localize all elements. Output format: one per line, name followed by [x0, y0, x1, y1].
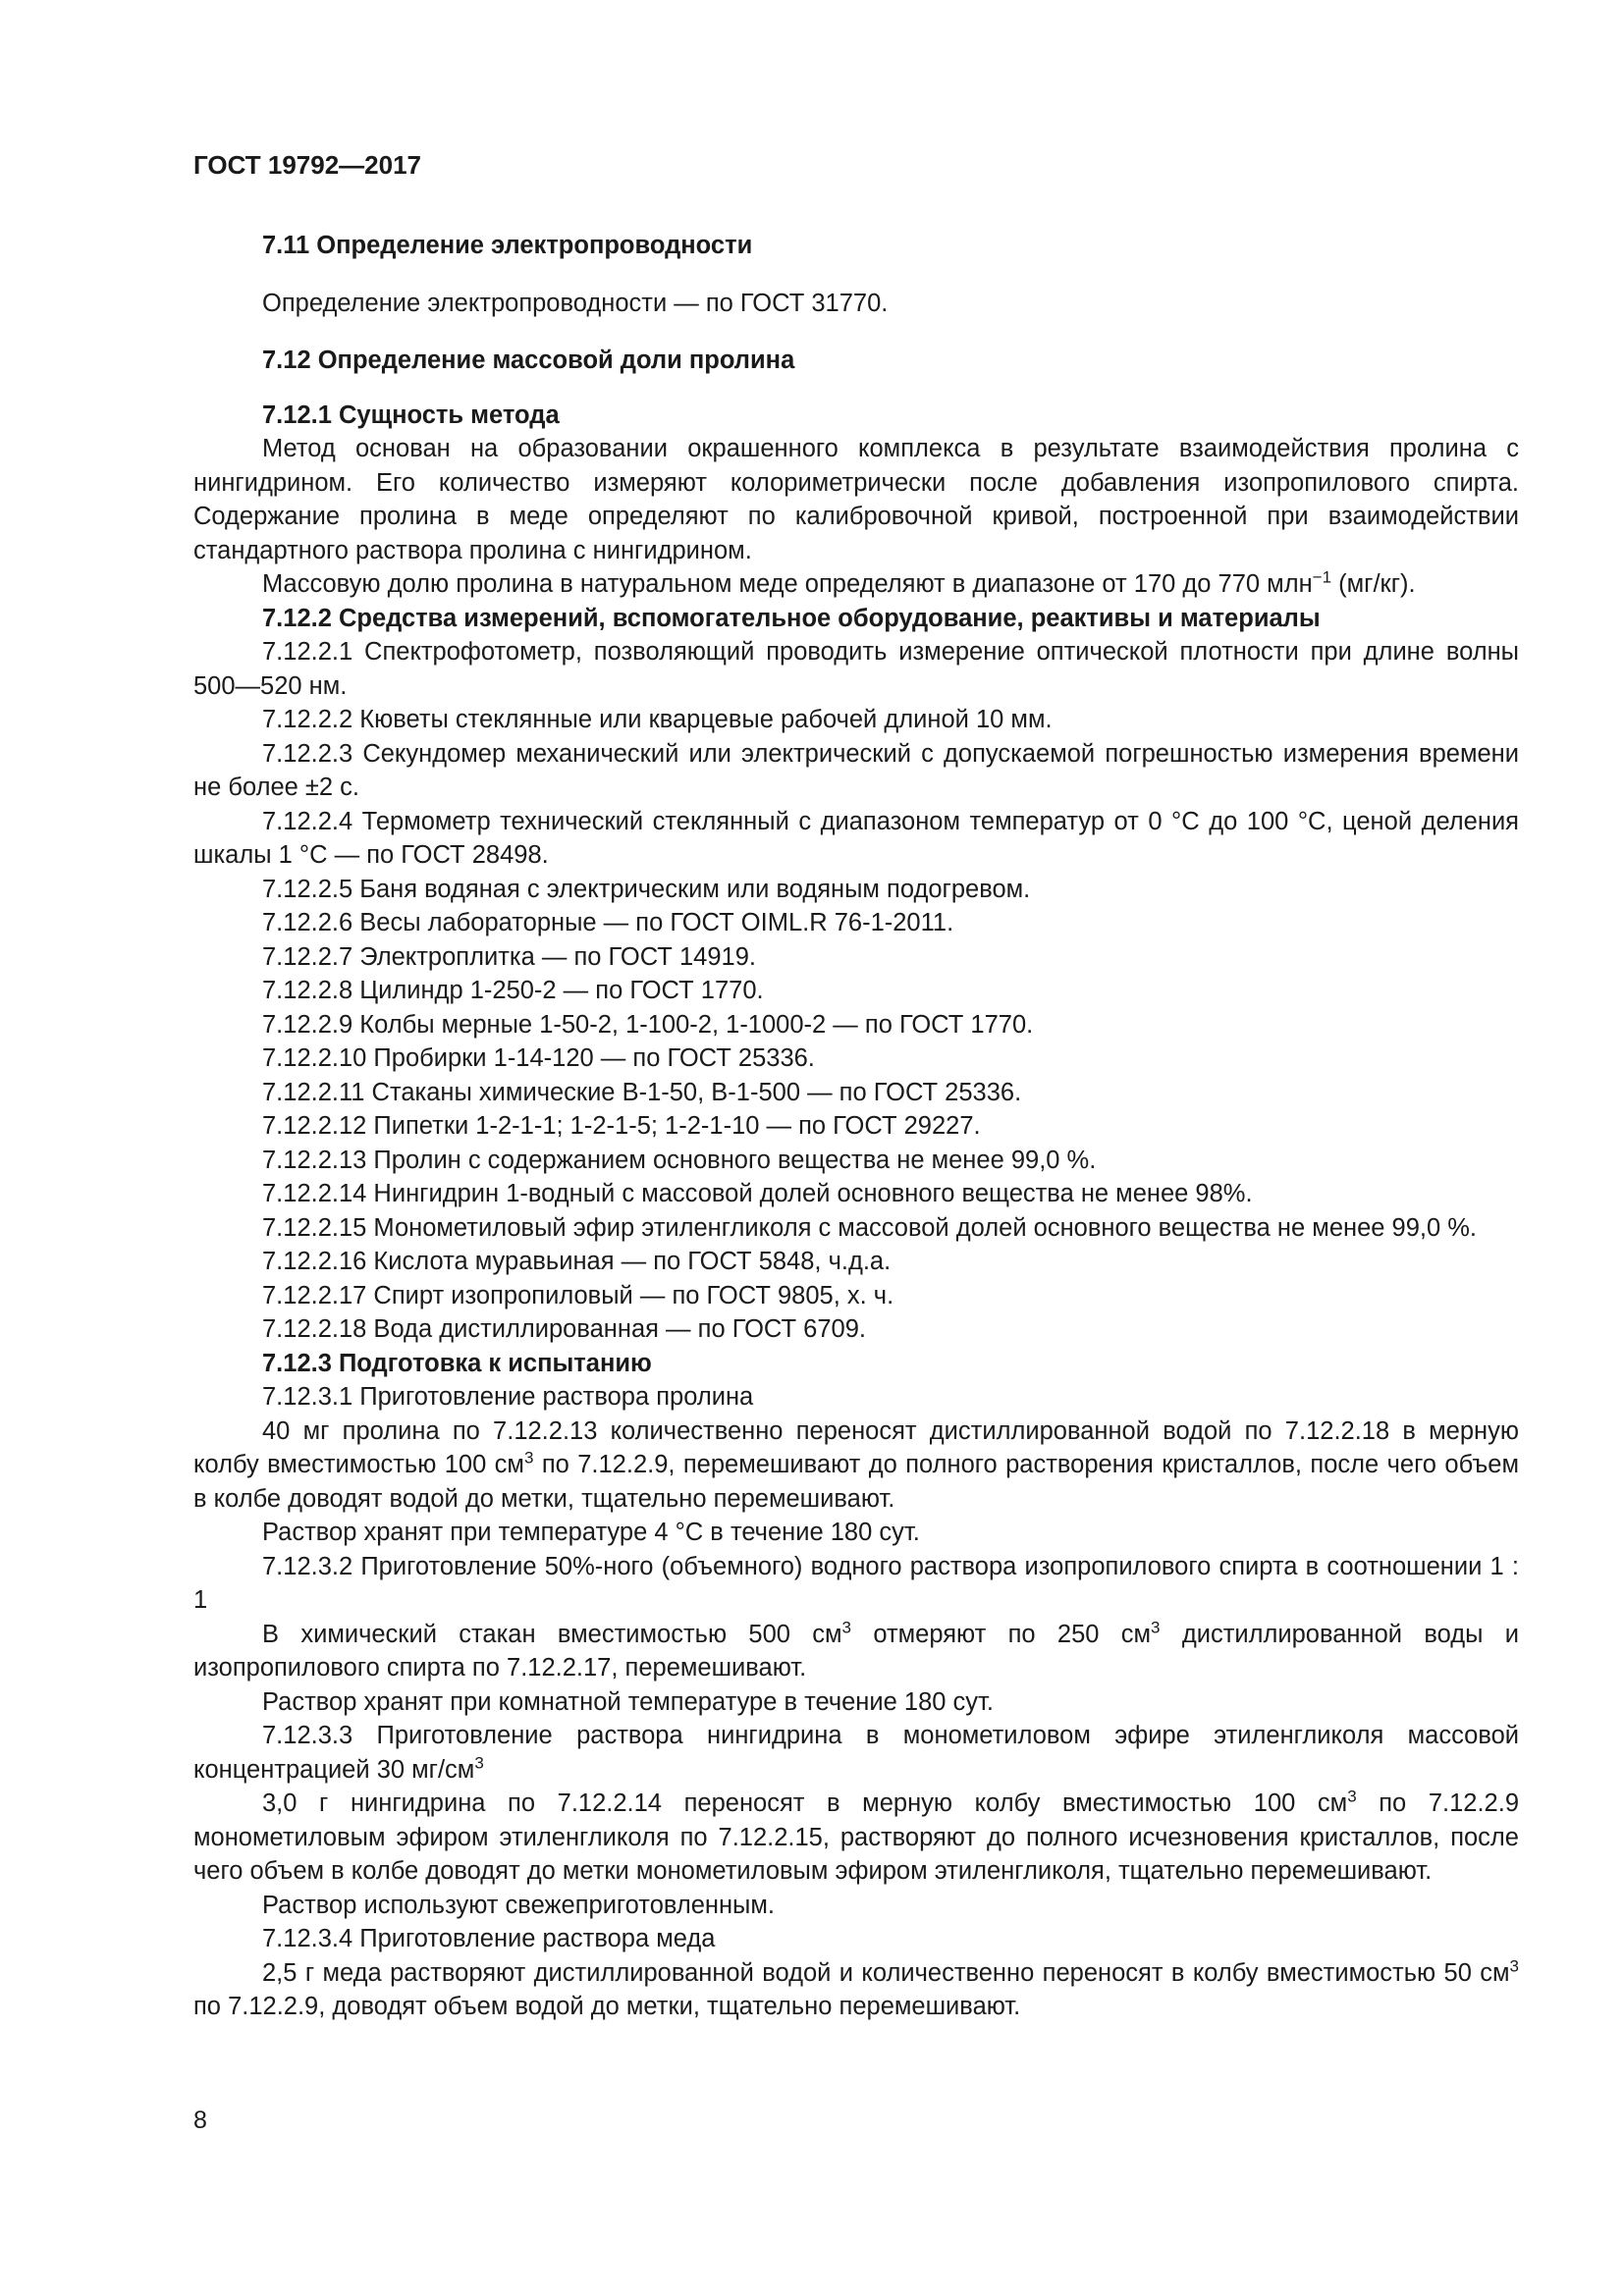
- paragraph: Массовую долю пролина в натуральном меде определяют в диапазоне от 170 до 770 млн$^{-1}$ (мг/кг).: [262, 567, 1416, 598]
- superscript: 3: [1151, 1618, 1161, 1637]
- subsection-7-12-3-4-title: 7.12.3.4 Приготовление раствора меда: [262, 1925, 716, 1952]
- paragraph: Раствор хранят при комнатной температуре в течение 180 сут.: [262, 1687, 994, 1716]
- list-item: 7.12.2.1 Спектрофотометр, позволяющий проводить измерение оптической плотности при длине волны 500—520 нм.: [193, 638, 1519, 700]
- list-item: 7.12.2.14 Нингидрин 1-водный с массовой долей основного вещества не менее 98%.: [262, 1180, 1253, 1207]
- list-item: 7.12.2.11 Стаканы химические В-1-50, В-1-500 — по ГОСТ 25336.: [262, 1078, 1022, 1106]
- section-7-12-1-title: 7.12.1 Сущность метода: [262, 400, 560, 429]
- superscript: 3: [1347, 1787, 1357, 1806]
- page-number: 8: [193, 2107, 207, 2134]
- list-item: 7.12.2.7 Электроплитка — по ГОСТ 14919.: [262, 942, 756, 971]
- paragraph: Метод основан на образовании окрашенного комплекса в результате взаимодействия пролина с нингидрином. Его количество измеряют колориметрически после добавления изопропилового спирта. Содержание пролина в меде определяют по калибровочной кривой, построенной при взаимодействии стандартного раствора пролина с нингидрином.: [193, 435, 1519, 564]
- superscript: 3: [474, 1753, 484, 1773]
- list-item: 7.12.2.6 Весы лабораторные — по ГОСТ OIML.R 76-1-2011.: [262, 909, 954, 936]
- list-item: 7.12.2.17 Спирт изопропиловый — по ГОСТ 9805, х. ч.: [262, 1281, 894, 1309]
- paragraph: В химический стакан вместимостью 500 $см^3$ отмеряют по 250 $см^3$ дистиллированной воды и изопропилового спирта по 7.12.2.17, перемешивают.: [193, 1618, 1519, 1682]
- list-item: 7.12.2.12 Пипетки 1-2-1-1; 1-2-1-5; 1-2-1-10 — по ГОСТ 29227.: [262, 1112, 981, 1140]
- paragraph: 3,0 г нингидрина по 7.12.2.14 переносят в мерную колбу вместимостью 100 $см^3$ по 7.12.2.9 монометиловым эфиром этиленгликоля по 7.12.2.15, растворяют до полного исчезновения кристаллов, после чего объем в колбе доводят до метки монометиловым эфиром этиленгликоля, тщательно перемешивают.: [193, 1787, 1520, 1885]
- standard-title: ГОСТ 19792—2017: [193, 150, 421, 180]
- subsection-7-12-3-3-title: 7.12.3.3 Приготовление раствора нингидрина в монометиловом эфире этиленгликоля массовой концентрацией 30 $мг/см^3$: [193, 1722, 1519, 1784]
- list-item: 7.12.2.2 Кюветы стеклянные или кварцевые рабочей длиной 10 мм.: [262, 706, 1053, 733]
- section-7-12-title: 7.12 Определение массовой доли пролина: [262, 347, 795, 374]
- list-item: 7.12.2.15 Монометиловый эфир этиленгликоля с массовой долей основного вещества не менее 99,0 %.: [262, 1213, 1477, 1242]
- list-item: 7.12.2.8 Цилиндр 1-250-2 — по ГОСТ 1770.: [262, 977, 764, 1004]
- paragraph: Раствор хранят при температуре 4 °С в течение 180 сут.: [262, 1519, 920, 1546]
- section-7-11-title: 7.11 Определение электропроводности: [262, 232, 753, 259]
- superscript: 3: [1509, 1956, 1519, 1976]
- list-item: 7.12.2.5 Баня водяная с электрическим или водяным подогревом.: [262, 875, 1031, 903]
- superscript: 3: [523, 1448, 534, 1468]
- paragraph: 2,5 г меда растворяют дистиллированной водой и количественно переносят в колбу вместимостью 50 $см^3$ по 7.12.2.9, доводят объем водой до метки, тщательно перемешивают.: [193, 1956, 1519, 2020]
- subsection-7-12-3-2-title: 7.12.3.2 Приготовление 50%-ного (объемного) водного раствора изопропилового спирта в соотношении 1 : 1: [193, 1552, 1519, 1614]
- paragraph: Раствор используют свежеприготовленным.: [262, 1891, 776, 1919]
- document-body: [193, 229, 1519, 2024]
- paragraph: 40 мг пролина по 7.12.2.13 количественно переносят дистиллированной водой по 7.12.2.18 в мерную колбу вместимостью 100 $см^3$ по 7.12.2.9, перемешивают до полного растворения кристаллов, после чего объем в колбе доводят водой до метки, тщательно перемешивают.: [193, 1416, 1519, 1513]
- section-7-12-2-title: 7.12.2 Средства измерений, вспомогательное оборудование, реактивы и материалы: [262, 604, 1321, 632]
- superscript: −1: [1312, 567, 1332, 587]
- list-item: 7.12.2.13 Пролин с содержанием основного вещества не менее 99,0 %.: [262, 1146, 1097, 1174]
- section-7-11-text: Определение электропроводности — по ГОСТ 31770.: [262, 289, 889, 317]
- section-7-12-3-title: 7.12.3 Подготовка к испытанию: [262, 1349, 652, 1377]
- superscript: 3: [841, 1618, 852, 1637]
- list-item: 7.12.2.4 Термометр технический стеклянный с диапазоном температур от 0 °С до 100 °С, ценой деления шкалы 1 °С — по ГОСТ 28498.: [193, 807, 1519, 869]
- list-item: 7.12.2.10 Пробирки 1-14-120 — по ГОСТ 25336.: [262, 1044, 815, 1072]
- list-item: 7.12.2.9 Колбы мерные 1-50-2, 1-100-2, 1-1000-2 — по ГОСТ 1770.: [262, 1010, 1034, 1039]
- subsection-7-12-3-1-title: 7.12.3.1 Приготовление раствора пролина: [262, 1383, 754, 1411]
- list-item: 7.12.2.3 Секундомер механический или электрический с допускаемой погрешностью измерения времени не более ±2 с.: [193, 739, 1519, 801]
- list-item: 7.12.2.16 Кислота муравьиная — по ГОСТ 5848, ч.д.а.: [262, 1248, 892, 1275]
- list-item: 7.12.2.18 Вода дистиллированная — по ГОСТ 6709.: [262, 1315, 866, 1343]
